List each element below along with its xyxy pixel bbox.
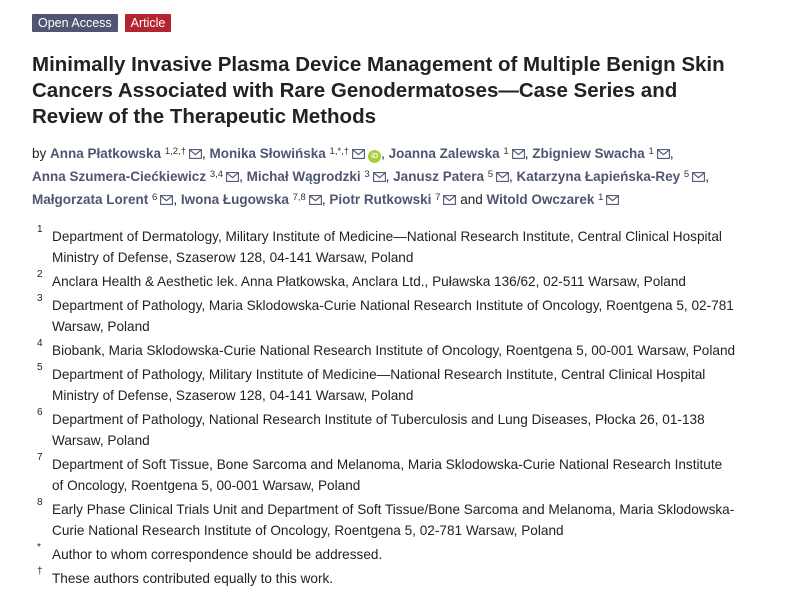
affiliation-item bbox=[34, 499, 784, 541]
affiliation-text bbox=[52, 295, 784, 337]
affiliation-item bbox=[34, 364, 784, 406]
author-line bbox=[32, 141, 782, 164]
affiliation-text bbox=[52, 271, 784, 292]
author-separator: , bbox=[385, 169, 394, 184]
and-label: and bbox=[460, 192, 483, 207]
author-affiliation-marker: 7 bbox=[435, 192, 441, 203]
author-separator: , bbox=[321, 192, 330, 207]
affiliation-item bbox=[34, 409, 784, 451]
mail-icon[interactable] bbox=[309, 195, 322, 205]
affiliation-marker: 8 bbox=[37, 497, 43, 508]
mail-icon[interactable] bbox=[352, 149, 365, 159]
author-affiliation-marker: 1 bbox=[503, 146, 509, 157]
author-name[interactable]: Anna Płatkowska bbox=[50, 146, 162, 161]
author-name[interactable]: Anna Szumera-Ciećkiewicz bbox=[32, 169, 207, 184]
affiliation-text bbox=[52, 364, 784, 406]
affiliation-marker: 1 bbox=[37, 224, 43, 235]
affiliation-item bbox=[34, 226, 784, 268]
affiliation-marker: 2 bbox=[37, 269, 43, 280]
author-affiliation-marker: 1,*,† bbox=[329, 146, 350, 157]
author-list bbox=[32, 141, 782, 210]
author-name[interactable]: Janusz Patera bbox=[393, 169, 484, 184]
author-separator: , bbox=[239, 169, 247, 184]
affiliation-text-line: Biobank, Maria Sklodowska-Curie National Research Institute of Oncology, Roentgena 5, 00-001 Warsaw, Poland bbox=[52, 343, 736, 358]
author-affiliation-marker: 3,4 bbox=[209, 169, 224, 180]
author-separator: , bbox=[524, 146, 533, 161]
mail-icon[interactable] bbox=[496, 172, 509, 182]
author-affiliation-marker: 6 bbox=[152, 192, 158, 203]
author-name[interactable]: Witold Owczarek bbox=[486, 192, 595, 207]
author-line bbox=[32, 187, 782, 210]
mail-icon[interactable] bbox=[189, 149, 202, 159]
mail-icon[interactable] bbox=[692, 172, 705, 182]
affiliation-text-line: Warsaw, Poland bbox=[52, 319, 150, 334]
affiliation-list bbox=[34, 226, 784, 592]
author-separator: , bbox=[669, 146, 674, 161]
mail-icon[interactable] bbox=[512, 149, 525, 159]
affiliation-text-line: Department of Pathology, Maria Sklodowska-Curie National Research Institute of Oncology, Roentgena 5, 02-781 bbox=[52, 298, 734, 313]
badge-row bbox=[32, 14, 171, 32]
affiliation-item bbox=[34, 340, 784, 361]
affiliation-item bbox=[34, 295, 784, 337]
affiliation-text bbox=[52, 544, 784, 565]
mail-icon[interactable] bbox=[226, 172, 239, 182]
author-separator: , bbox=[173, 192, 181, 207]
author-affiliation-marker: 1 bbox=[598, 192, 604, 203]
mail-icon[interactable] bbox=[160, 195, 173, 205]
author-affiliation-marker: 3 bbox=[364, 169, 370, 180]
affiliation-text-line: Department of Pathology, National Research Institute of Tuberculosis and Lung Diseases, Płocka 26, 01-138 bbox=[52, 412, 705, 427]
article-type-badge[interactable]: Article bbox=[125, 14, 172, 32]
affiliation-text bbox=[52, 499, 784, 541]
author-separator: , bbox=[381, 146, 389, 161]
affiliation-text bbox=[52, 568, 784, 589]
affiliation-text-line: Curie National Research Institute of Oncology, Roentgena 5, 02-781 Warsaw, Poland bbox=[52, 523, 564, 538]
author-name[interactable]: Michał Wągrodzki bbox=[246, 169, 361, 184]
affiliation-item bbox=[34, 454, 784, 496]
affiliation-marker: 4 bbox=[37, 338, 43, 349]
by-label: by bbox=[32, 146, 47, 161]
author-name[interactable]: Iwona Ługowska bbox=[180, 192, 289, 207]
author-affiliation-marker: 5 bbox=[683, 169, 690, 180]
author-name[interactable]: Piotr Rutkowski bbox=[329, 192, 432, 207]
author-affiliation-marker: 5 bbox=[487, 169, 494, 180]
article-title-line: Minimally Invasive Plasma Device Management of Multiple Benign Skin bbox=[32, 53, 725, 76]
affiliation-item bbox=[34, 544, 784, 565]
author-name[interactable]: Małgorzata Lorent bbox=[32, 192, 149, 207]
author-separator: , bbox=[705, 169, 709, 184]
affiliation-marker: † bbox=[37, 566, 43, 577]
orcid-icon[interactable]: iD bbox=[368, 150, 381, 163]
mail-icon[interactable] bbox=[657, 149, 670, 159]
affiliation-text-line: Author to whom correspondence should be addressed. bbox=[52, 547, 383, 562]
author-name[interactable]: Zbigniew Swacha bbox=[532, 146, 645, 161]
affiliation-marker: 6 bbox=[37, 407, 43, 418]
author-separator: , bbox=[509, 169, 517, 184]
author-name[interactable]: Katarzyna Łapieńska-Rey bbox=[516, 169, 681, 184]
affiliation-text-line: Warsaw, Poland bbox=[52, 433, 150, 448]
open-access-badge[interactable]: Open Access bbox=[32, 14, 118, 32]
author-affiliation-marker: 1 bbox=[648, 146, 654, 157]
mail-icon[interactable] bbox=[373, 172, 386, 182]
article-title-line: Cancers Associated with Rare Genodermatoses—Case Series and bbox=[32, 79, 678, 102]
affiliation-text-line: Department of Soft Tissue, Bone Sarcoma and Melanoma, Maria Sklodowska-Curie National Research Institute bbox=[52, 457, 723, 472]
affiliation-marker: 7 bbox=[37, 452, 43, 463]
affiliation-text bbox=[52, 226, 784, 268]
affiliation-text bbox=[52, 340, 784, 361]
affiliation-item bbox=[34, 568, 784, 589]
affiliation-text-line: of Oncology, Roentgena 5, 00-001 Warsaw, Poland bbox=[52, 478, 361, 493]
affiliation-text-line: Ministry of Defense, Szaserow 128, 04-141 Warsaw, Poland bbox=[52, 388, 414, 403]
affiliation-marker: 5 bbox=[37, 362, 43, 373]
article-title bbox=[32, 52, 772, 130]
affiliation-marker: 3 bbox=[37, 293, 43, 304]
affiliation-text-line: Department of Dermatology, Military Institute of Medicine—National Research Institute, Central Clinical Hospital bbox=[52, 229, 722, 244]
affiliation-text-line: Ministry of Defense, Szaserow 128, 04-141 Warsaw, Poland bbox=[52, 250, 414, 265]
article-title-line: Review of the Therapeutic Methods bbox=[32, 105, 376, 128]
mail-icon[interactable] bbox=[606, 195, 619, 205]
author-name[interactable]: Monika Słowińska bbox=[209, 146, 326, 161]
affiliation-marker: * bbox=[37, 542, 41, 553]
affiliation-text-line: Department of Pathology, Military Institute of Medicine—National Research Institute, Central Clinical Hospital bbox=[52, 367, 706, 382]
affiliation-text-line: Anclara Health & Aesthetic lek. Anna Płatkowska, Anclara Ltd., Puławska 136/62, 02-511 Warsaw, Poland bbox=[52, 274, 686, 289]
author-affiliation-marker: 7,8 bbox=[292, 192, 306, 203]
affiliation-text-line: Early Phase Clinical Trials Unit and Department of Soft Tissue/Bone Sarcoma and Melanoma, Maria Sklodowska- bbox=[52, 502, 735, 517]
author-name[interactable]: Joanna Zalewska bbox=[388, 146, 500, 161]
author-affiliation-marker: 1,2,† bbox=[164, 146, 186, 157]
affiliation-item bbox=[34, 271, 784, 292]
author-separator: , bbox=[201, 146, 210, 161]
affiliation-text bbox=[52, 409, 784, 451]
affiliation-text-line: These authors contributed equally to this work. bbox=[52, 571, 334, 586]
author-line bbox=[32, 164, 782, 187]
mail-icon[interactable] bbox=[443, 195, 456, 205]
affiliation-text bbox=[52, 454, 784, 496]
